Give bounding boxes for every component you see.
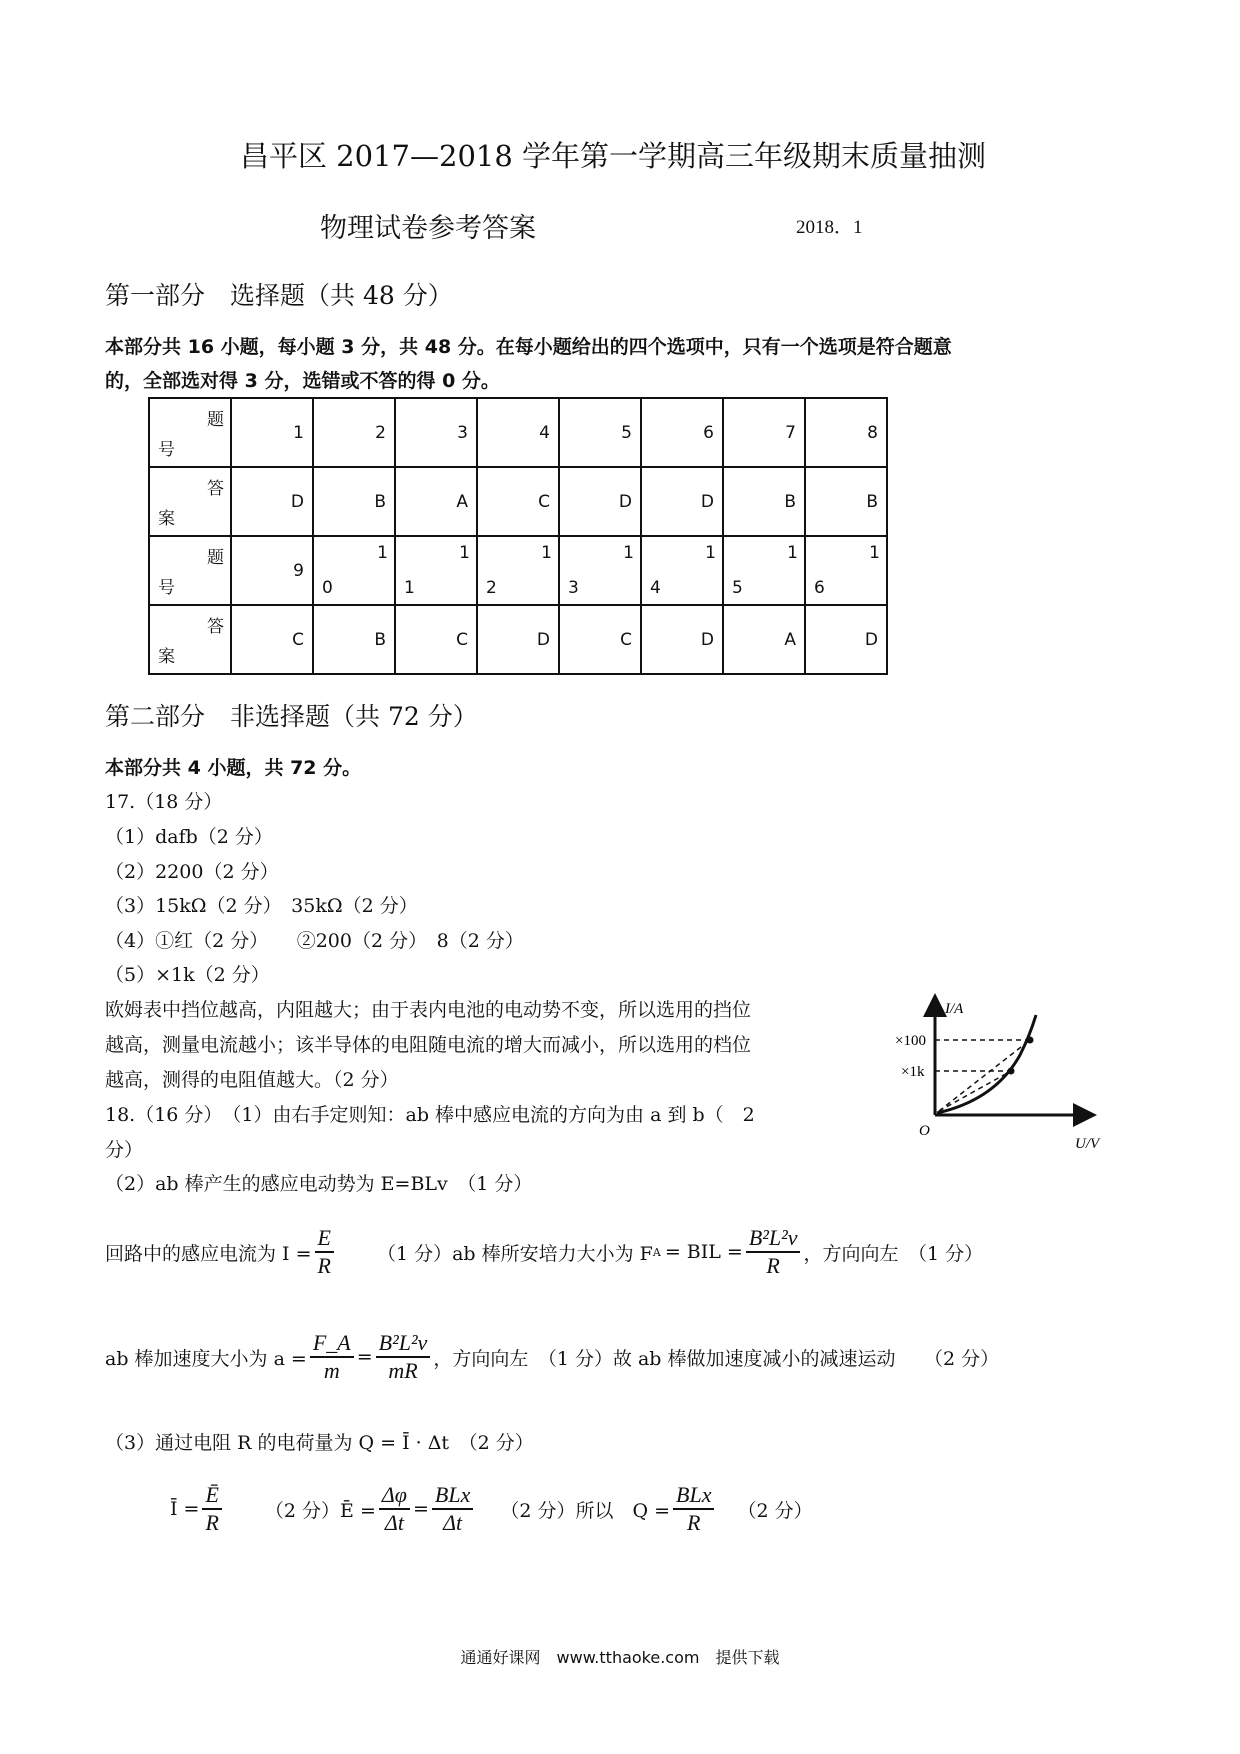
denominator: R	[766, 1253, 780, 1278]
cell-value: A	[456, 492, 468, 512]
x-label: U/V	[1075, 1136, 1100, 1152]
q-digit-2: 1	[404, 578, 415, 598]
row-label	[149, 536, 231, 605]
numerator: B²L²v	[746, 1225, 801, 1253]
q-digit-1: 1	[787, 543, 798, 563]
question-cell	[477, 536, 559, 605]
point	[1008, 1068, 1015, 1075]
cell-value: A	[784, 630, 796, 650]
cell-value: C	[620, 630, 632, 650]
q-digit-1: 1	[541, 543, 552, 563]
denominator: R	[205, 1510, 219, 1535]
text: =	[412, 1498, 429, 1520]
fraction	[432, 1482, 473, 1536]
q-digit-1: 1	[623, 543, 634, 563]
table-row	[149, 398, 887, 467]
question-cell	[395, 536, 477, 605]
row-label	[149, 605, 231, 674]
iv-curve	[937, 1015, 1036, 1113]
text: （2 分）Ē =	[264, 1499, 376, 1522]
answer-cell	[313, 467, 395, 536]
answer-line: 17.（18 分）	[105, 791, 223, 813]
part1-heading: 第一部分 选择题（共 48 分）	[105, 281, 453, 310]
cell-value: B	[374, 492, 386, 512]
question-cell	[559, 398, 641, 467]
point	[1027, 1037, 1034, 1044]
answer-cell	[805, 605, 887, 674]
label-bottom: 号	[158, 440, 175, 460]
iu-graph	[895, 985, 1115, 1155]
part1-desc-2: 的，全部选对得 3 分，选错或不答的得 0 分。	[105, 370, 500, 392]
text: ab 棒加速度大小为 a =	[105, 1347, 307, 1370]
numerator: F_A	[310, 1330, 354, 1358]
cell-value: D	[700, 492, 714, 512]
y-label: I/A	[945, 1001, 964, 1017]
q-digit-2: 6	[814, 578, 825, 598]
text: Ī =	[170, 1498, 200, 1520]
cell-value: D	[618, 492, 632, 512]
label-bottom: 号	[158, 578, 175, 598]
q-digit-2: 5	[732, 578, 743, 598]
footer: 通通好课网 www.tthaoke.com 提供下载	[460, 1648, 780, 1667]
origin-label: O	[919, 1123, 930, 1139]
question-cell	[723, 398, 805, 467]
formula-row-1	[105, 1225, 983, 1279]
cell-value: D	[700, 630, 714, 650]
answer-cell	[559, 605, 641, 674]
q-digit-1: 1	[705, 543, 716, 563]
question-cell	[641, 398, 723, 467]
question-cell	[723, 536, 805, 605]
table-row	[149, 467, 887, 536]
cell-value: 1	[293, 423, 304, 443]
numerator: BLx	[673, 1482, 714, 1510]
text: （2 分）所以 Q =	[500, 1499, 671, 1522]
answer-cell	[641, 467, 723, 536]
label-bottom: 案	[158, 647, 175, 667]
answer-cell	[723, 605, 805, 674]
text: =	[356, 1346, 373, 1368]
text: = BIL =	[664, 1241, 743, 1263]
q-digit-2: 0	[322, 578, 333, 598]
cell-value: 9	[293, 561, 304, 581]
fraction-accel	[376, 1330, 431, 1384]
answer-cell	[805, 467, 887, 536]
part2-heading: 第二部分 非选择题（共 72 分）	[105, 702, 478, 731]
text: （2 分）	[737, 1499, 813, 1522]
fraction-force	[746, 1225, 801, 1279]
numerator: B²L²v	[376, 1330, 431, 1358]
answer-cell	[477, 605, 559, 674]
question-cell	[805, 398, 887, 467]
numerator: Δφ	[379, 1482, 410, 1510]
cell-value: 6	[703, 423, 714, 443]
question-cell	[395, 398, 477, 467]
denominator: R	[687, 1510, 701, 1535]
fraction-e-over-r	[315, 1225, 334, 1279]
cell-value: B	[866, 492, 878, 512]
cell-value: 2	[375, 423, 386, 443]
question-cell	[231, 398, 313, 467]
cell-value: B	[784, 492, 796, 512]
label-top: 答	[207, 617, 224, 637]
cell-value: C	[456, 630, 468, 650]
cell-value: 7	[785, 423, 796, 443]
document-date: 2018．1	[796, 217, 863, 238]
cell-value: D	[536, 630, 550, 650]
label-bottom: 案	[158, 509, 175, 529]
answer-line: （5）×1k（2 分）	[105, 964, 270, 986]
fraction	[202, 1482, 221, 1536]
numerator: E	[315, 1225, 334, 1253]
answer-cell	[231, 605, 313, 674]
denominator: m	[323, 1358, 340, 1383]
cell-value: C	[538, 492, 550, 512]
q-digit-1: 1	[869, 543, 880, 563]
text: （1 分）ab 棒所安培力大小为 F	[376, 1242, 653, 1265]
answer-line: （1）dafb（2 分）	[105, 826, 273, 848]
answer-cell	[559, 467, 641, 536]
cell-value: D	[864, 630, 878, 650]
question-cell	[477, 398, 559, 467]
fraction	[379, 1482, 410, 1536]
dashed-chord	[939, 1040, 1030, 1111]
answer-cell	[641, 605, 723, 674]
numerator: Ē	[202, 1482, 221, 1510]
dashed-chord	[939, 1071, 1011, 1111]
part1-desc-1: 本部分共 16 小题，每小题 3 分，共 48 分。在每小题给出的四个选项中，只有一个选项是符合题意	[105, 336, 952, 358]
document-title: 昌平区 2017—2018 学年第一学期高三年级期末质量抽测	[239, 139, 987, 173]
table-row	[149, 536, 887, 605]
mark-x1k: ×1k	[901, 1064, 925, 1080]
answer-line: 分）	[105, 1139, 144, 1161]
part2-desc: 本部分共 4 小题，共 72 分。	[105, 757, 362, 779]
answer-line: （2）2200（2 分）	[105, 861, 279, 883]
answer-cell	[723, 467, 805, 536]
formula-row-4	[170, 1482, 813, 1536]
label-top: 题	[207, 548, 224, 568]
cell-value: C	[292, 630, 304, 650]
q-digit-2: 3	[568, 578, 579, 598]
table-row	[149, 605, 887, 674]
answer-cell	[477, 467, 559, 536]
cell-value: 4	[539, 423, 550, 443]
text: ，方向向左 （1 分）	[803, 1242, 984, 1265]
answer-line: 欧姆表中挡位越高，内阻越大；由于表内电池的电动势不变，所以选用的挡位	[105, 999, 752, 1021]
document-subtitle: 物理试卷参考答案	[320, 213, 536, 244]
cell-value: D	[290, 492, 304, 512]
question-cell	[313, 398, 395, 467]
formula-row-3: （3）通过电阻 R 的电荷量为 Q = Ī · Δt （2 分）	[105, 1432, 534, 1454]
cell-value: 3	[457, 423, 468, 443]
q-digit-2: 2	[486, 578, 497, 598]
question-cell	[559, 536, 641, 605]
denominator: mR	[388, 1358, 418, 1383]
numerator: BLx	[432, 1482, 473, 1510]
denominator: Δt	[443, 1510, 463, 1535]
row-label	[149, 467, 231, 536]
mark-x100: ×100	[895, 1033, 926, 1049]
label-top: 题	[207, 410, 224, 430]
answer-table	[148, 397, 888, 675]
question-cell	[313, 536, 395, 605]
question-cell	[805, 536, 887, 605]
cell-value: B	[374, 630, 386, 650]
fraction	[673, 1482, 714, 1536]
subscript: A	[652, 1245, 661, 1259]
denominator: Δt	[384, 1510, 404, 1535]
answer-cell	[395, 605, 477, 674]
answer-line: （2）ab 棒产生的感应电动势为 E=BLv （1 分）	[105, 1173, 533, 1195]
fraction-fa-over-m	[310, 1330, 354, 1384]
answer-line: 越高，测量电流越小；该半导体的电阻随电流的增大而减小，所以选用的档位	[105, 1034, 752, 1056]
q-digit-2: 4	[650, 578, 661, 598]
row-label	[149, 398, 231, 467]
answer-line: （3）15kΩ（2 分） 35kΩ（2 分）	[105, 895, 418, 917]
cell-value: 8	[867, 423, 878, 443]
q-digit-1: 1	[459, 543, 470, 563]
label-top: 答	[207, 479, 224, 499]
text: ，方向向左 （1 分）故 ab 棒做加速度减小的减速运动 （2 分）	[433, 1347, 1000, 1370]
q-digit-1: 1	[377, 543, 388, 563]
answer-line: 18.（16 分） （1）由右手定则知：ab 棒中感应电流的方向为由 a 到 b（ 2	[105, 1104, 755, 1126]
answer-cell	[313, 605, 395, 674]
answer-cell	[395, 467, 477, 536]
denominator: R	[317, 1253, 331, 1278]
answer-line: 越高，测得的电阻值越大。（2 分）	[105, 1069, 399, 1091]
question-cell	[231, 536, 313, 605]
formula-row-2	[105, 1330, 999, 1384]
text: 回路中的感应电流为 I =	[105, 1242, 312, 1265]
question-cell	[641, 536, 723, 605]
cell-value: 5	[621, 423, 632, 443]
answer-line: （4）①红（2 分） ②200（2 分） 8（2 分）	[105, 930, 524, 952]
answer-cell	[231, 467, 313, 536]
